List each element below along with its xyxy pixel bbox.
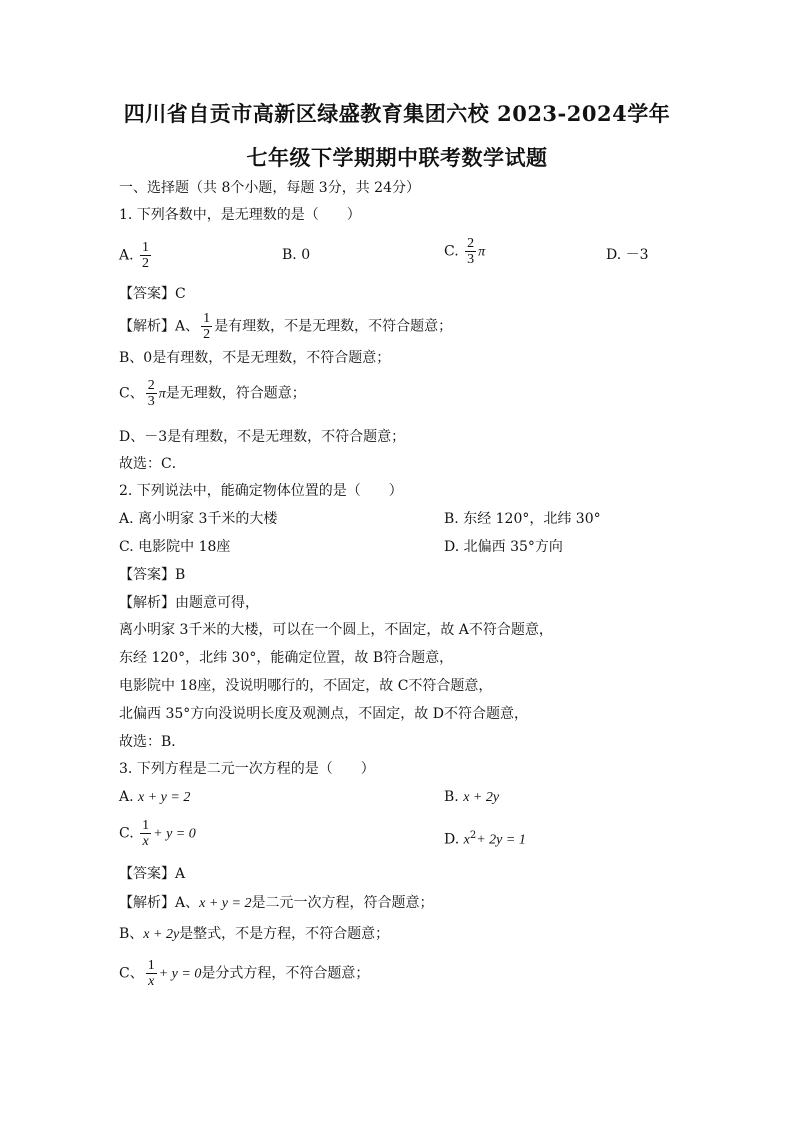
q1-option-b: B. 0 <box>282 247 311 263</box>
q2-analysis-4: 电影院中 18座，没说明哪行的，不固定，故 C不符合题意， <box>119 678 493 694</box>
q1-option-a: A. $\frac{1}{2}$ <box>119 240 150 271</box>
q2-option-b: B. 东经 120°，北纬 30° <box>444 511 601 527</box>
q2-analysis-5: 北偏西 35°方向没说明长度及观测点，不固定，故 D不符合题意， <box>119 706 528 722</box>
q3-option-c: C. $\frac{1}{x}$ + y = 0 <box>119 818 196 849</box>
q3-option-b: B. x + 2y <box>444 789 500 805</box>
q2-option-a: A. 离小明家 3千米的大楼 <box>119 511 278 527</box>
q1-analysis-b: B、0是有理数，不是无理数，不符合题意； <box>119 350 391 366</box>
q3-analysis-c: C、 $\frac{1}{x}$ + y = 0是分式方程，不符合题意； <box>119 958 370 989</box>
q1-ana-fraction: $\frac{1}{2}$ <box>203 311 211 342</box>
q2-analysis-3: 东经 120°，北纬 30°，能确定位置，故 B符合题意， <box>119 650 454 666</box>
q3-ana-c-fraction: $\frac{1}{x}$ <box>147 958 155 989</box>
q1-analysis-a: 【解析】A、 $\frac{1}{2}$ 是有理数，不是无理数，不符合题意； <box>119 311 453 342</box>
q2-conclusion: 故选：B． <box>119 734 186 750</box>
q2-option-c: C. 电影院中 18座 <box>119 539 231 555</box>
q3-option-d: D. $x^2+ 2y = 1$ <box>444 830 526 848</box>
q3-answer: 【答案】A <box>119 866 186 882</box>
q1-analysis-d: D、－3是有理数，不是无理数，不符合题意； <box>119 429 406 445</box>
q1-option-d: D. －3 <box>606 247 649 263</box>
q3-analysis-a: 【解析】A、x + y = 2是二元一次方程，符合题意； <box>119 895 434 911</box>
q2-option-d: D. 北偏西 35°方向 <box>444 539 563 555</box>
q1-option-c: C. $\frac{2}{3}$ π <box>444 236 486 267</box>
q1-a-fraction: $\frac{1}{2}$ <box>142 240 150 271</box>
section-heading: 一、选择题（共 8个小题，每题 3分，共 24分） <box>119 180 420 196</box>
q2-stem: 2. 下列说法中，能确定物体位置的是（ ） <box>119 483 403 499</box>
q1-stem: 1. 下列各数中，是无理数的是（ ） <box>119 207 361 223</box>
page-title-line2: 七年级下学期期中联考数学试题 <box>246 145 548 170</box>
q3-option-a: A. x + y = 2 <box>119 789 191 805</box>
q1-c-fraction: $\frac{2}{3}$ <box>467 236 475 267</box>
q2-analysis-2: 离小明家 3千米的大楼，可以在一个圆上，不固定，故 A不符合题意， <box>119 622 553 638</box>
q3-stem: 3. 下列方程是二元一次方程的是（ ） <box>119 761 375 777</box>
q3-c-fraction: $\frac{1}{x}$ <box>142 818 150 849</box>
q1-analysis-c: C、 $\frac{2}{3}$ π是无理数，符合题意； <box>119 378 306 409</box>
page-title-line1: 四川省自贡市高新区绿盛教育集团六校 2023-2024学年 <box>123 101 671 126</box>
q2-answer: 【答案】B <box>119 567 186 583</box>
q1-conclusion: 故选：C． <box>119 456 186 472</box>
q1-ana-c-fraction: $\frac{2}{3}$ <box>147 378 155 409</box>
q1-answer: 【答案】C <box>119 286 186 302</box>
q3-analysis-b: B、x + 2y是整式，不是方程，不符合题意； <box>119 926 390 942</box>
q2-analysis-1: 【解析】由题意可得， <box>119 595 259 611</box>
